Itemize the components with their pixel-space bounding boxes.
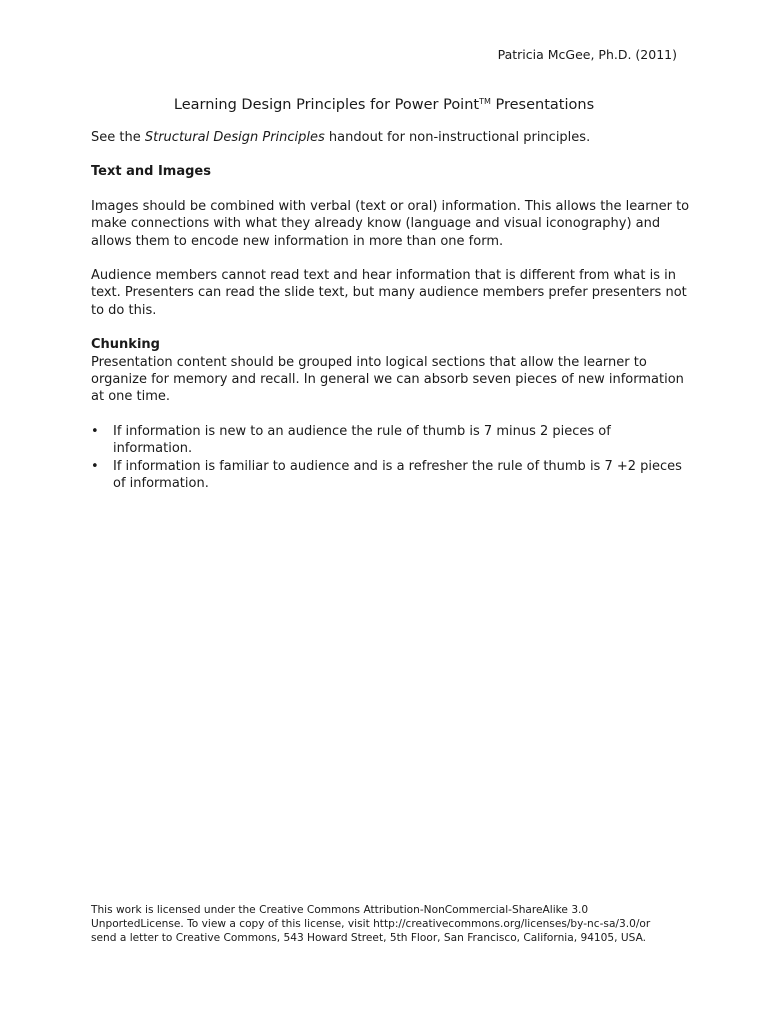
title-main: Learning Design Principles for Power Point (173, 97, 480, 113)
document-body (91, 129, 691, 493)
title-end: Presentations (490, 97, 595, 113)
author-credit: Patricia McGee, Ph.D. (2011) (497, 47, 677, 62)
bullet-icon: • (91, 423, 99, 439)
handout-reference: Structural Design Principles (144, 130, 325, 145)
bullet-text: If information is new to an audience the rule of thumb is 7 minus 2 pieces of information. (113, 423, 611, 457)
list-item (91, 458, 691, 493)
bullet-text: If information is familiar to audience and is a refresher the rule of thumb is 7 +2 pieces of information. (113, 458, 682, 492)
trademark-mark: TM (479, 97, 491, 106)
chunking-paragraph: Presentation content should be grouped into logical sections that allow the learner to organize for memory and recall. In general we can absorb seven pieces of new information at one time. (91, 354, 684, 405)
chunking-bullet-list (91, 423, 691, 493)
bullet-icon: • (91, 458, 99, 474)
intro-suffix: handout for non-instructional principles. (324, 130, 591, 145)
list-item (91, 423, 691, 458)
intro-paragraph (91, 129, 691, 146)
text-images-paragraph-2: Audience members cannot read text and hear information that is different from what is in text. Presenters can read the slide text, but many audience members prefer presenters not to do this. (91, 268, 687, 318)
text-images-paragraph-1: Images should be combined with verbal (text or oral) information. This allows the learner to make connections with what they already know (language and visual iconography) and allows them to encode new information in more than one form. (91, 198, 690, 249)
document-title (0, 93, 768, 114)
intro-prefix: See the (91, 130, 145, 145)
section-heading-chunking: Chunking (91, 337, 160, 353)
section-heading-text-images: Text and Images (91, 164, 211, 180)
license-footer: This work is licensed under the Creative Commons Attribution-NonCommercial-ShareAlike 3.0 UnportedLicense. To view a copy of this license, visit http://creativecommons.org/licenses/by-nc-sa/3.0/or send a letter to Creative Commons, 543 Howard Street, 5th Floor, San Francisco, California, 94105, USA. (91, 904, 651, 945)
